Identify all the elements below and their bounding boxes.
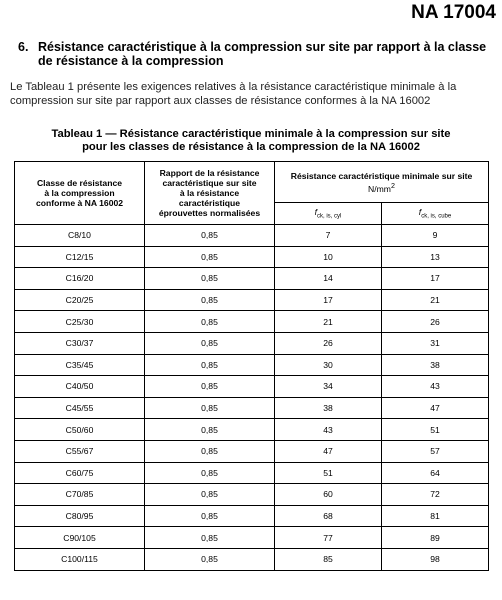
document-number: NA 17004	[411, 2, 496, 23]
header-ratio-line: caractéristique sur site	[162, 178, 257, 188]
cell-cube: 43	[382, 376, 489, 398]
header-class-line: à la compression	[44, 188, 115, 198]
cell-cube: 17	[382, 268, 489, 290]
cyl-subscript: ck, is, cyl	[317, 213, 342, 220]
cell-class: C30/37	[15, 332, 145, 354]
cube-symbol: f	[418, 207, 422, 218]
table-row	[15, 246, 489, 268]
cell-cube: 9	[382, 225, 489, 247]
resistance-table	[14, 161, 489, 571]
header-group-title: Résistance caractéristique minimale sur site	[290, 170, 473, 181]
cell-ratio: 0,85	[145, 354, 275, 376]
intro-line1: Le Tableau 1 présente les exigences relatives à la résistance caractéristique minimale à la	[10, 81, 457, 93]
cell-cyl: 21	[275, 311, 382, 333]
cell-class: C25/30	[15, 311, 145, 333]
cell-cyl: 30	[275, 354, 382, 376]
cell-cyl: 43	[275, 419, 382, 441]
cell-class: C100/115	[15, 548, 145, 570]
cell-cube: 51	[382, 419, 489, 441]
cell-ratio: 0,85	[145, 419, 275, 441]
cell-class: C40/50	[15, 376, 145, 398]
section-number: 6.	[18, 40, 29, 54]
cell-cyl: 7	[275, 225, 382, 247]
cell-class: C8/10	[15, 225, 145, 247]
header-class-column	[15, 162, 145, 225]
cell-cyl: 51	[275, 462, 382, 484]
cell-class: C50/60	[15, 419, 145, 441]
unit-text: N/mm	[368, 183, 391, 194]
header-ratio-line: à la résistance	[179, 188, 240, 198]
table-row	[15, 505, 489, 527]
cell-ratio: 0,85	[145, 225, 275, 247]
table-row	[15, 332, 489, 354]
header-ratio-line: Rapport de la résistance	[159, 168, 260, 178]
cell-cube: 81	[382, 505, 489, 527]
header-class-line: conforme à NA 16002	[35, 198, 124, 208]
cyl-symbol: f	[314, 207, 318, 218]
intro-paragraph	[10, 80, 494, 108]
cell-cyl: 77	[275, 527, 382, 549]
cell-ratio: 0,85	[145, 484, 275, 506]
cell-cyl: 68	[275, 505, 382, 527]
cell-cube: 21	[382, 289, 489, 311]
header-cube	[382, 203, 489, 225]
cell-ratio: 0,85	[145, 505, 275, 527]
cell-cube: 13	[382, 246, 489, 268]
table-row	[15, 548, 489, 570]
header-ratio-line: caractéristique	[178, 198, 241, 208]
header-cyl	[275, 203, 382, 225]
cell-cube: 31	[382, 332, 489, 354]
cell-ratio: 0,85	[145, 440, 275, 462]
cell-cyl: 26	[275, 332, 382, 354]
cell-cyl: 60	[275, 484, 382, 506]
table-caption-line1: Tableau 1 — Résistance caractéristique minimale à la compression sur site	[51, 128, 451, 140]
section-title-line1: Résistance caractéristique à la compression sur site par rapport à la classe	[38, 40, 487, 54]
table-row	[15, 268, 489, 290]
table-row	[15, 225, 489, 247]
cell-cube: 38	[382, 354, 489, 376]
cell-ratio: 0,85	[145, 332, 275, 354]
intro-line2: compression sur site par rapport aux classes de résistance conformes à la NA 16002	[10, 95, 431, 107]
unit-superscript: 2	[390, 181, 395, 190]
cell-class: C90/105	[15, 527, 145, 549]
table-row	[15, 527, 489, 549]
table-row	[15, 440, 489, 462]
header-group-resistance	[275, 162, 489, 203]
table-row	[15, 397, 489, 419]
cell-class: C60/75	[15, 462, 145, 484]
cell-class: C16/20	[15, 268, 145, 290]
cell-cyl: 10	[275, 246, 382, 268]
cell-cyl: 85	[275, 548, 382, 570]
cell-class: C45/55	[15, 397, 145, 419]
cell-cube: 89	[382, 527, 489, 549]
table-row	[15, 419, 489, 441]
table-row	[15, 376, 489, 398]
cell-ratio: 0,85	[145, 548, 275, 570]
cell-ratio: 0,85	[145, 268, 275, 290]
cell-cyl: 47	[275, 440, 382, 462]
header-group-unit	[275, 181, 488, 194]
cell-class: C80/95	[15, 505, 145, 527]
cell-ratio: 0,85	[145, 376, 275, 398]
section-title-line2: de résistance à la compression	[38, 54, 224, 68]
cell-ratio: 0,85	[145, 462, 275, 484]
table-row	[15, 289, 489, 311]
cell-cyl: 14	[275, 268, 382, 290]
cell-class: C70/85	[15, 484, 145, 506]
cell-ratio: 0,85	[145, 397, 275, 419]
table-row	[15, 484, 489, 506]
header-class-line: Classe de résistance	[36, 178, 123, 188]
cell-cyl: 17	[275, 289, 382, 311]
cell-class: C12/15	[15, 246, 145, 268]
cell-ratio: 0,85	[145, 311, 275, 333]
cell-class: C20/25	[15, 289, 145, 311]
header-ratio-column	[145, 162, 275, 225]
section-heading	[18, 40, 502, 68]
cell-ratio: 0,85	[145, 289, 275, 311]
cell-cube: 72	[382, 484, 489, 506]
cell-class: C55/67	[15, 440, 145, 462]
cell-cube: 47	[382, 397, 489, 419]
table-caption	[0, 128, 502, 154]
cell-cube: 98	[382, 548, 489, 570]
cell-ratio: 0,85	[145, 527, 275, 549]
cell-cube: 64	[382, 462, 489, 484]
table-row	[15, 354, 489, 376]
cell-ratio: 0,85	[145, 246, 275, 268]
cell-cube: 26	[382, 311, 489, 333]
header-ratio-line: éprouvettes normalisées	[158, 208, 261, 218]
table-row	[15, 462, 489, 484]
cell-class: C35/45	[15, 354, 145, 376]
cube-subscript: ck, is, cube	[421, 213, 452, 220]
cell-cyl: 34	[275, 376, 382, 398]
cell-cube: 57	[382, 440, 489, 462]
cell-cyl: 38	[275, 397, 382, 419]
table-row	[15, 311, 489, 333]
table-caption-line2: pour les classes de résistance à la compression de la NA 16002	[82, 141, 420, 153]
